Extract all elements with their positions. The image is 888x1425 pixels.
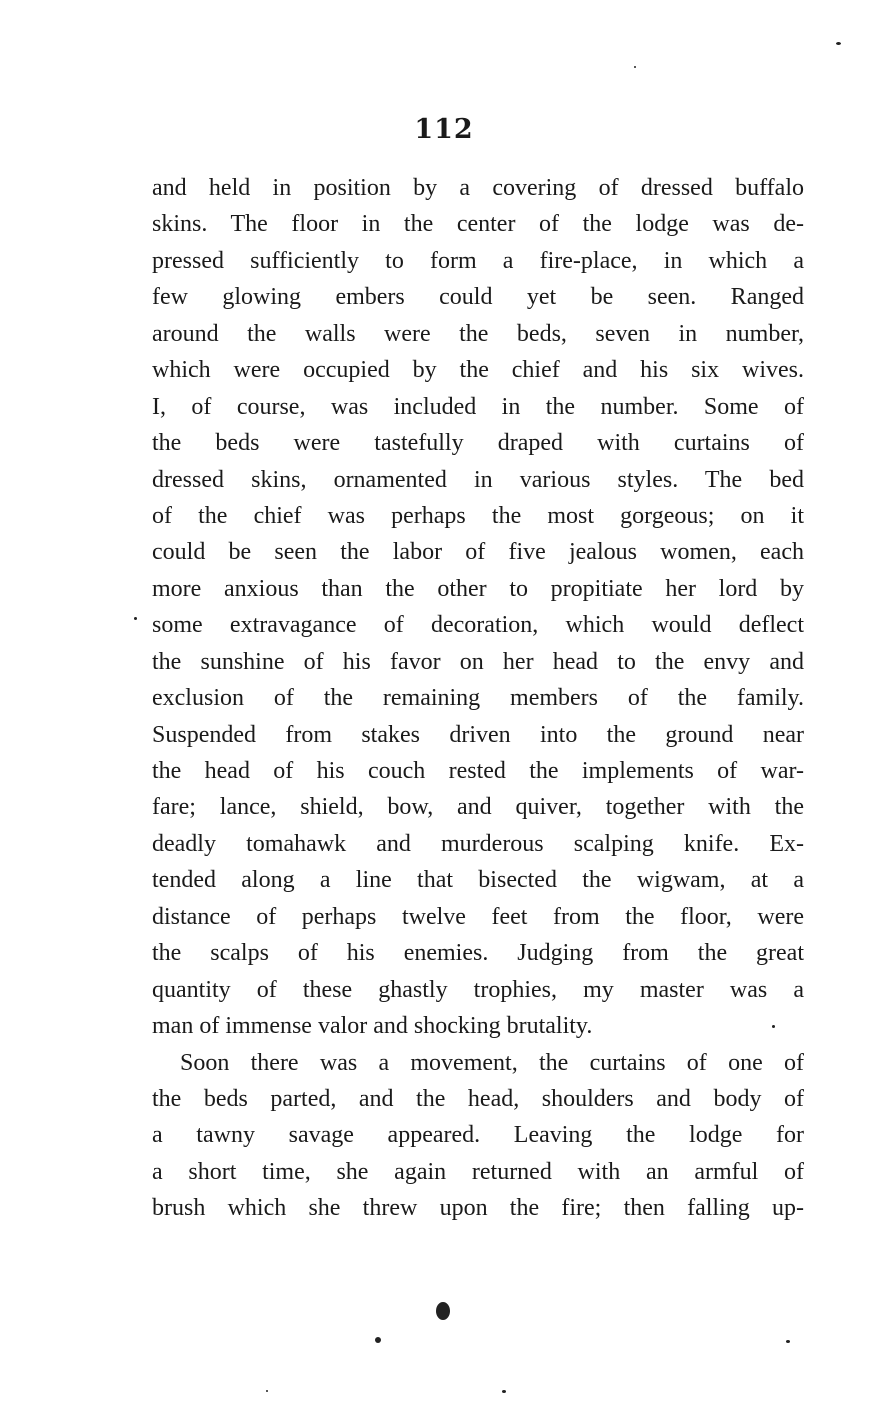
text-line: exclusion of the remaining members of the family. [152, 685, 804, 712]
body-text [152, 170, 804, 1227]
ink-speck [375, 1337, 381, 1343]
text-line: and held in position by a covering of dressed buffalo [152, 175, 804, 201]
text-line: quantity of these ghastly trophies, my master was a [152, 976, 804, 1003]
text-line: the scalps of his enemies. Judging from the great [152, 940, 804, 967]
text-line: skins. The floor in the center of the lodge was de- [152, 211, 804, 238]
text-line: brush which she threw upon the fire; then falling up- [152, 1195, 804, 1222]
ink-speck [786, 1340, 790, 1343]
text-line: deadly tomahawk and murderous scalping knife. Ex- [152, 830, 804, 857]
ink-speck [836, 42, 841, 45]
text-line: fare; lance, shield, bow, and quiver, together with the [152, 794, 804, 821]
text-line: Soon there was a movement, the curtains of one of [180, 1049, 804, 1076]
text-line: a tawny savage appeared. Leaving the lodge for [152, 1122, 804, 1149]
ink-speck [436, 1302, 450, 1320]
ink-speck [502, 1390, 506, 1393]
text-line: a short time, she again returned with an armful of [152, 1158, 804, 1185]
text-line: the beds parted, and the head, shoulders and body of [152, 1085, 804, 1112]
ink-speck [266, 1390, 268, 1392]
ink-speck [772, 1025, 775, 1028]
text-line: the head of his couch rested the implements of war- [152, 758, 804, 784]
text-line: could be seen the labor of five jealous women, each [152, 539, 804, 566]
text-line: some extravagance of decoration, which would deflect [152, 612, 804, 639]
text-line: few glowing embers could yet be seen. Ranged [152, 284, 804, 311]
text-line: dressed skins, ornamented in various styles. The bed [152, 466, 804, 493]
ink-speck [634, 66, 636, 68]
text-line: the beds were tastefully draped with curtains of [152, 430, 804, 457]
text-line: more anxious than the other to propitiate her lord by [152, 575, 804, 602]
text-line: Suspended from stakes driven into the ground near [152, 721, 804, 748]
text-line: around the walls were the beds, seven in number, [152, 320, 804, 347]
page-number: 112 [414, 114, 474, 145]
text-line: which were occupied by the chief and his six wives. [152, 357, 804, 384]
text-line: the sunshine of his favor on her head to the envy and [152, 648, 804, 675]
text-line: man of immense valor and shocking brutality. [152, 1013, 593, 1040]
text-line: tended along a line that bisected the wigwam, at a [152, 867, 804, 894]
text-line: pressed sufficiently to form a fire-place, in which a [152, 247, 804, 274]
ink-speck [134, 617, 137, 620]
text-line: of the chief was perhaps the most gorgeous; on it [152, 502, 804, 529]
text-line: I, of course, was included in the number. Some of [152, 393, 804, 420]
text-line: distance of perhaps twelve feet from the floor, were [152, 903, 804, 930]
